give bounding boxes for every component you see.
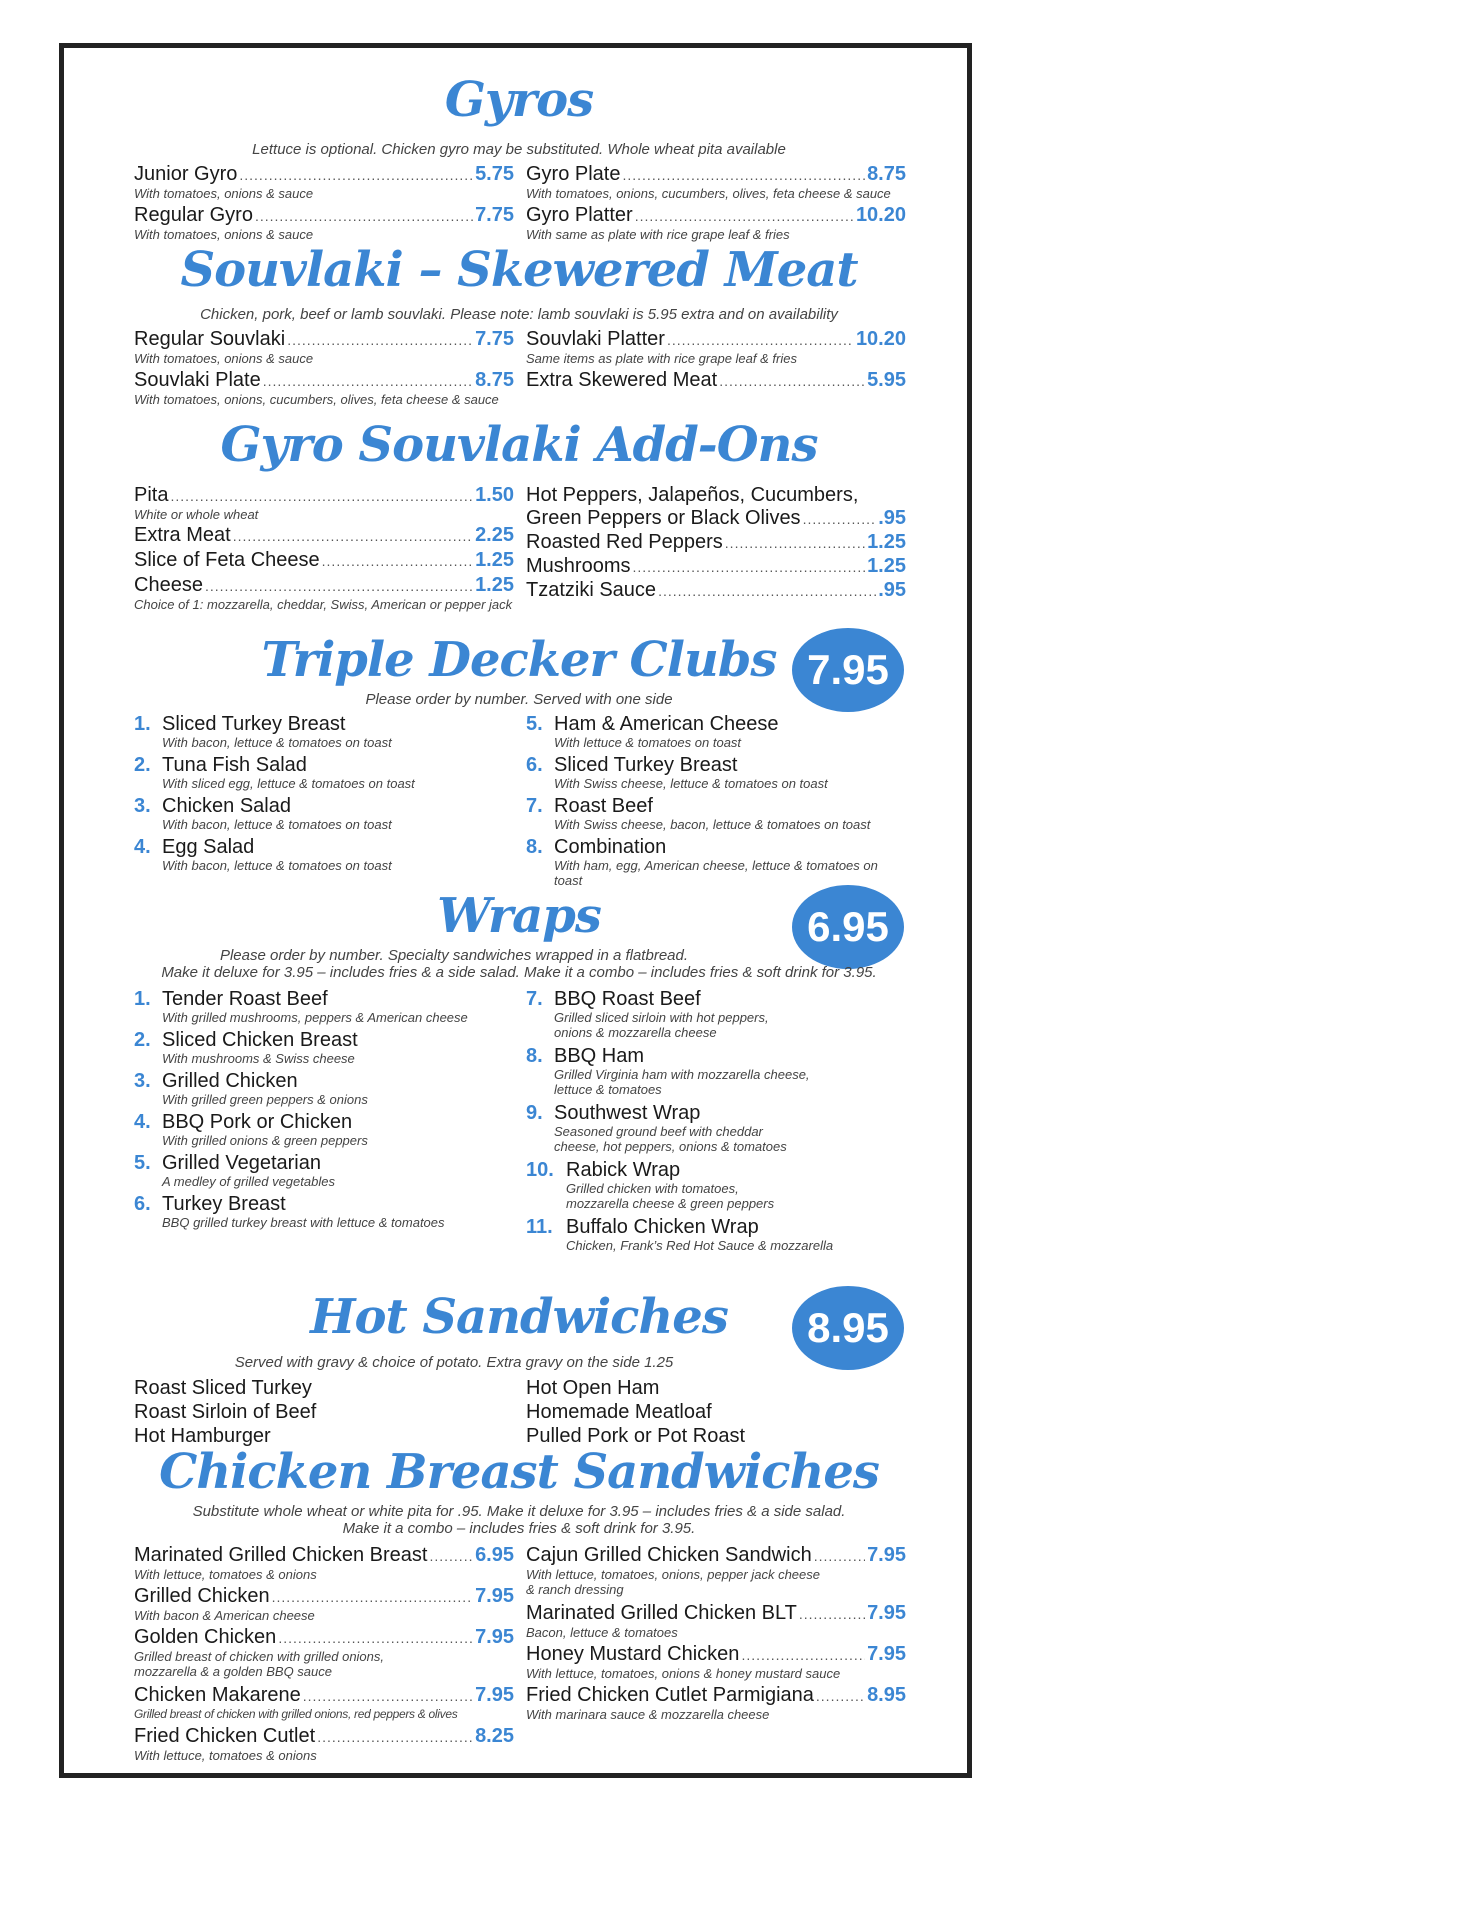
item-number: 2. xyxy=(134,754,151,776)
item-name: Pita xyxy=(134,484,169,506)
wraps-section xyxy=(134,880,904,1300)
item-price: 7.75 xyxy=(475,328,514,350)
item-name: Roast Beef xyxy=(554,795,653,817)
item-name: Sliced Turkey Breast xyxy=(162,713,346,735)
item-name: Chicken Makarene xyxy=(134,1684,301,1706)
item-description: With tomatoes, onions & sauce xyxy=(134,351,314,366)
souvlaki-section xyxy=(134,243,904,423)
item-name: Sliced Turkey Breast xyxy=(554,754,738,776)
wraps-left-column xyxy=(134,988,514,1234)
item-name: Mushrooms xyxy=(526,555,631,577)
item-price: .95 xyxy=(878,579,906,601)
wraps-title: Wraps xyxy=(437,888,601,944)
clubs-left-column xyxy=(134,713,514,877)
item-name: Slice of Feta Cheese xyxy=(134,549,320,571)
leader-dots xyxy=(816,1685,865,1707)
item-name: Fried Chicken Cutlet Parmigiana xyxy=(526,1684,814,1706)
leader-dots xyxy=(725,532,865,554)
item-description: With bacon, lettuce & tomatoes on toast xyxy=(162,817,392,832)
item-description: With lettuce, tomatoes, onions, pepper jack cheese xyxy=(526,1567,820,1582)
wraps-price-badge: 6.95 xyxy=(792,885,904,969)
item-number: 8. xyxy=(526,836,543,858)
item-name: Buffalo Chicken Wrap xyxy=(566,1216,759,1238)
item-name: Regular Souvlaki xyxy=(134,328,286,350)
list-item xyxy=(526,988,906,1045)
chicken-subtitle-2: Make it a combo – includes fries & soft drink for 3.95. xyxy=(342,1520,696,1537)
list-item xyxy=(526,795,906,836)
item-name: Rabick Wrap xyxy=(566,1159,681,1181)
item-name: Souvlaki Platter xyxy=(526,328,665,350)
item-number: 9. xyxy=(526,1102,543,1124)
item-name: Honey Mustard Chicken xyxy=(526,1643,740,1665)
item-name: Southwest Wrap xyxy=(554,1102,701,1124)
leader-dots xyxy=(635,205,854,227)
list-item xyxy=(134,1152,514,1193)
hot-title: Hot Sandwiches xyxy=(310,1289,728,1345)
clubs-subtitle: Please order by number. Served with one side xyxy=(365,691,673,708)
item-name: Cajun Grilled Chicken Sandwich xyxy=(526,1544,812,1566)
item-description: With lettuce, tomatoes & onions xyxy=(134,1748,317,1763)
leader-dots xyxy=(170,485,473,507)
list-item xyxy=(526,1045,906,1102)
souvlaki-right-column xyxy=(526,328,906,410)
item-description: A medley of grilled vegetables xyxy=(162,1174,335,1189)
item-price: 2.25 xyxy=(475,524,514,546)
item-number: 1. xyxy=(134,988,151,1010)
menu-item xyxy=(526,579,906,603)
menu-item xyxy=(526,531,906,555)
item-name: Tuna Fish Salad xyxy=(162,754,307,776)
item-name: Extra Skewered Meat xyxy=(526,369,718,391)
leader-dots xyxy=(278,1627,473,1649)
item-name: Roasted Red Peppers xyxy=(526,531,723,553)
list-item: Homemade Meatloaf xyxy=(526,1401,712,1423)
gyros-right-column xyxy=(526,163,906,245)
list-item xyxy=(526,754,906,795)
leader-dots xyxy=(719,370,865,392)
menu-card xyxy=(59,43,972,1778)
item-description: With tomatoes, onions, cucumbers, olives, feta cheese & sauce xyxy=(134,392,499,407)
item-number: 6. xyxy=(526,754,543,776)
item-number: 5. xyxy=(526,713,543,735)
item-number: 5. xyxy=(134,1152,151,1174)
leader-dots xyxy=(429,1545,473,1567)
list-item xyxy=(134,795,514,836)
item-name: Regular Gyro xyxy=(134,204,253,226)
list-item: Hot Hamburger xyxy=(134,1425,271,1447)
item-price: 1.50 xyxy=(475,484,514,506)
clubs-price-badge: 7.95 xyxy=(792,628,904,712)
list-item: Roast Sirloin of Beef xyxy=(134,1401,317,1423)
list-item xyxy=(134,754,514,795)
item-name: Cheese xyxy=(134,574,203,596)
item-name: Grilled Vegetarian xyxy=(162,1152,321,1174)
item-price: 1.25 xyxy=(867,555,906,577)
item-description: Grilled sliced sirloin with hot peppers, xyxy=(554,1010,769,1025)
item-description: With grilled onions & green peppers xyxy=(162,1133,368,1148)
item-price: 7.95 xyxy=(867,1643,906,1665)
item-number: 11. xyxy=(526,1216,553,1238)
item-name: Hot Peppers, Jalapeños, Cucumbers, xyxy=(526,484,859,506)
item-description: Grilled chicken with tomatoes, xyxy=(566,1181,739,1196)
item-name: Golden Chicken xyxy=(134,1626,277,1648)
leader-dots xyxy=(255,205,473,227)
item-price: 5.75 xyxy=(475,163,514,185)
item-name: Grilled Chicken xyxy=(134,1585,270,1607)
leader-dots xyxy=(287,329,473,351)
menu-item xyxy=(134,1725,514,1766)
clubs-right-column xyxy=(526,713,906,888)
menu-item xyxy=(526,1602,906,1643)
addons-title: Gyro Souvlaki Add-Ons xyxy=(220,417,818,473)
item-description: mozzarella & a golden BBQ sauce xyxy=(134,1664,332,1679)
item-description: With lettuce & tomatoes on toast xyxy=(554,735,742,750)
menu-item xyxy=(526,1544,906,1602)
leader-dots xyxy=(263,370,473,392)
list-item xyxy=(526,1159,906,1216)
item-description: cheese, hot peppers, onions & tomatoes xyxy=(554,1139,787,1154)
list-item xyxy=(526,836,906,888)
menu-item xyxy=(526,369,906,410)
item-description: With tomatoes, onions & sauce xyxy=(134,227,314,242)
wraps-right-column xyxy=(526,988,906,1257)
item-description: Bacon, lettuce & tomatoes xyxy=(526,1625,678,1640)
item-name: Egg Salad xyxy=(162,836,255,858)
menu-item xyxy=(134,369,514,410)
item-number: 8. xyxy=(526,1045,543,1067)
menu-item xyxy=(134,524,514,549)
item-name: Marinated Grilled Chicken BLT xyxy=(526,1602,797,1624)
item-description: With grilled mushrooms, peppers & American cheese xyxy=(162,1010,468,1025)
item-name: Fried Chicken Cutlet xyxy=(134,1725,316,1747)
item-name: Tzatziki Sauce xyxy=(526,579,657,601)
item-price: 7.95 xyxy=(475,1684,514,1706)
item-description: Same items as plate with rice grape leaf & fries xyxy=(526,351,797,366)
item-description: With same as plate with rice grape leaf & fries xyxy=(526,227,790,242)
item-number: 3. xyxy=(134,1070,151,1092)
menu-item xyxy=(526,1684,906,1725)
hot-left-column xyxy=(134,1376,514,1448)
item-price: 1.25 xyxy=(475,549,514,571)
leader-dots xyxy=(741,1644,865,1666)
item-description: With lettuce, tomatoes, onions & honey mustard sauce xyxy=(526,1666,841,1681)
leader-dots xyxy=(322,550,473,572)
list-item xyxy=(134,836,514,877)
gyros-title: Gyros xyxy=(444,72,594,128)
wraps-subtitle-1: Please order by number. Specialty sandwiches wrapped in a flatbread. xyxy=(219,947,689,964)
souvlaki-subtitle: Chicken, pork, beef or lamb souvlaki. Please note: lamb souvlaki is 5.95 extra and on availability xyxy=(200,306,838,323)
item-name: BBQ Pork or Chicken xyxy=(162,1111,353,1133)
item-number: 7. xyxy=(526,988,543,1010)
item-price: 8.95 xyxy=(867,1684,906,1706)
item-description: lettuce & tomatoes xyxy=(554,1082,662,1097)
chicken-title: Chicken Breast Sandwiches xyxy=(159,1444,879,1500)
list-item xyxy=(134,1070,514,1111)
menu-item xyxy=(134,1684,514,1725)
wraps-subtitle-2: Make it deluxe for 3.95 – includes fries & a side salad. Make it a combo – includes fries & soft drink for 3.95. xyxy=(161,964,877,981)
item-number: 2. xyxy=(134,1029,151,1051)
item-name: Marinated Grilled Chicken Breast xyxy=(134,1544,428,1566)
item-name: Green Peppers or Black Olives xyxy=(526,507,801,529)
addons-left-column xyxy=(134,484,514,614)
item-price: 10.20 xyxy=(855,204,906,226)
souvlaki-left-column xyxy=(134,328,514,410)
item-number: 7. xyxy=(526,795,543,817)
menu-item xyxy=(134,484,514,524)
menu-item xyxy=(134,163,514,204)
item-name: Junior Gyro xyxy=(134,163,238,185)
item-description: onions & mozzarella cheese xyxy=(554,1025,717,1040)
leader-dots xyxy=(632,556,865,578)
hot-subtitle: Served with gravy & choice of potato. Extra gravy on the side 1.25 xyxy=(234,1354,674,1371)
item-price: 8.25 xyxy=(475,1725,514,1747)
item-name: Gyro Platter xyxy=(526,204,633,226)
addons-right-column xyxy=(526,484,906,603)
item-description: With tomatoes, onions, cucumbers, olives, feta cheese & sauce xyxy=(526,186,891,201)
menu-item xyxy=(526,328,906,369)
item-name: Grilled Chicken xyxy=(162,1070,298,1092)
addons-section xyxy=(134,418,904,648)
item-price: .95 xyxy=(878,507,906,529)
menu-item xyxy=(134,328,514,369)
item-price: 5.95 xyxy=(867,369,906,391)
menu-item xyxy=(134,574,514,614)
item-name: Chicken Salad xyxy=(162,795,291,817)
clubs-section xyxy=(134,628,904,888)
leader-dots xyxy=(205,575,473,597)
item-price: 10.20 xyxy=(855,328,906,350)
leader-dots xyxy=(667,329,854,351)
item-description: With Swiss cheese, bacon, lettuce & tomatoes on toast xyxy=(554,817,871,832)
item-description: Grilled breast of chicken with grilled onions, xyxy=(134,1649,385,1664)
list-item: Roast Sliced Turkey xyxy=(134,1377,312,1399)
list-item xyxy=(134,1193,514,1234)
item-name: Souvlaki Plate xyxy=(134,369,261,391)
item-price: 8.75 xyxy=(475,369,514,391)
item-description: Chicken, Frank’s Red Hot Sauce & mozzarella xyxy=(566,1238,834,1253)
chicken-left-column xyxy=(134,1544,514,1766)
item-description: Choice of 1: mozzarella, cheddar, Swiss, American or pepper jack xyxy=(134,597,513,612)
item-price: 1.25 xyxy=(475,574,514,596)
item-description: Grilled breast of chicken with grilled onions, red peppers & olives xyxy=(134,1707,458,1721)
menu-item xyxy=(134,1585,514,1626)
list-item xyxy=(134,1111,514,1152)
leader-dots xyxy=(622,164,865,186)
item-number: 4. xyxy=(134,836,151,858)
list-item xyxy=(134,713,514,754)
chicken-subtitle-1: Substitute whole wheat or white pita for .95. Make it deluxe for 3.95 – includes fries & a side salad. xyxy=(192,1503,846,1520)
chicken-right-column xyxy=(526,1544,906,1725)
menu-item xyxy=(526,163,906,204)
item-name: Turkey Breast xyxy=(162,1193,286,1215)
leader-dots xyxy=(317,1726,473,1748)
item-description: With bacon & American cheese xyxy=(134,1608,315,1623)
menu-item xyxy=(134,549,514,574)
leader-dots xyxy=(272,1586,473,1608)
item-name: Combination xyxy=(554,836,667,858)
chicken-section xyxy=(134,1444,906,1768)
menu-item xyxy=(134,1544,514,1585)
item-number: 3. xyxy=(134,795,151,817)
item-description: BBQ grilled turkey breast with lettuce & tomatoes xyxy=(162,1215,445,1230)
leader-dots xyxy=(239,164,473,186)
item-description: Seasoned ground beef with cheddar xyxy=(554,1124,763,1139)
item-price: 8.75 xyxy=(867,163,906,185)
item-number: 10. xyxy=(526,1159,554,1181)
gyros-subtitle: Lettuce is optional. Chicken gyro may be substituted. Whole wheat pita available xyxy=(252,141,786,158)
leader-dots xyxy=(233,525,473,547)
menu-item xyxy=(134,204,514,245)
menu-item xyxy=(526,204,906,245)
item-description: With sliced egg, lettuce & tomatoes on toast xyxy=(162,776,415,791)
item-price: 7.95 xyxy=(867,1544,906,1566)
item-description: With bacon, lettuce & tomatoes on toast xyxy=(162,735,392,750)
hot-right-column xyxy=(526,1376,906,1448)
item-price: 7.95 xyxy=(867,1602,906,1624)
item-price: 1.25 xyxy=(867,531,906,553)
leader-dots xyxy=(814,1545,865,1567)
item-price: 7.95 xyxy=(475,1626,514,1648)
menu-item xyxy=(526,555,906,579)
item-price: 6.95 xyxy=(475,1544,514,1566)
list-item: Hot Open Ham xyxy=(526,1377,660,1399)
menu-item xyxy=(526,1643,906,1684)
item-description: With grilled green peppers & onions xyxy=(162,1092,368,1107)
item-description: With mushrooms & Swiss cheese xyxy=(162,1051,355,1066)
item-description: With marinara sauce & mozzarella cheese xyxy=(526,1707,770,1722)
gyros-left-column xyxy=(134,163,514,245)
item-name: BBQ Ham xyxy=(554,1045,645,1067)
item-number: 1. xyxy=(134,713,151,735)
leader-dots xyxy=(803,508,877,530)
item-description: Grilled Virginia ham with mozzarella cheese, xyxy=(554,1067,810,1082)
menu-item xyxy=(134,1626,514,1684)
item-name: BBQ Roast Beef xyxy=(554,988,701,1010)
leader-dots xyxy=(658,580,876,602)
item-price: 7.95 xyxy=(475,1585,514,1607)
item-price: 7.75 xyxy=(475,204,514,226)
item-name: Gyro Plate xyxy=(526,163,621,185)
list-item xyxy=(134,1029,514,1070)
item-number: 4. xyxy=(134,1111,151,1133)
item-name: Tender Roast Beef xyxy=(162,988,328,1010)
list-item xyxy=(134,988,514,1029)
hot-section xyxy=(134,1278,904,1447)
item-number: 6. xyxy=(134,1193,151,1215)
list-item: Pulled Pork or Pot Roast xyxy=(526,1425,745,1447)
item-description: With bacon, lettuce & tomatoes on toast xyxy=(162,858,392,873)
clubs-title: Triple Decker Clubs xyxy=(261,632,777,688)
souvlaki-title: Souvlaki – Skewered Meat xyxy=(180,242,858,298)
list-item xyxy=(526,1216,906,1257)
item-name: Sliced Chicken Breast xyxy=(162,1029,358,1051)
addons-vegetable-line xyxy=(526,484,906,507)
item-description: mozzarella cheese & green peppers xyxy=(566,1196,775,1211)
gyros-section xyxy=(134,68,904,248)
leader-dots xyxy=(303,1685,473,1707)
item-description: With ham, egg, American cheese, lettuce & tomatoes on toast xyxy=(554,858,878,888)
item-description: With lettuce, tomatoes & onions xyxy=(134,1567,317,1582)
item-description: & ranch dressing xyxy=(526,1582,624,1597)
item-name: Ham & American Cheese xyxy=(554,713,779,735)
item-name: Extra Meat xyxy=(134,524,231,546)
item-description: With tomatoes, onions & sauce xyxy=(134,186,314,201)
menu-item xyxy=(526,507,906,531)
leader-dots xyxy=(799,1603,865,1625)
item-description: White or whole wheat xyxy=(134,507,259,522)
item-description: With Swiss cheese, lettuce & tomatoes on toast xyxy=(554,776,828,791)
hot-price-badge: 8.95 xyxy=(792,1286,904,1370)
list-item xyxy=(526,713,906,754)
list-item xyxy=(526,1102,906,1159)
